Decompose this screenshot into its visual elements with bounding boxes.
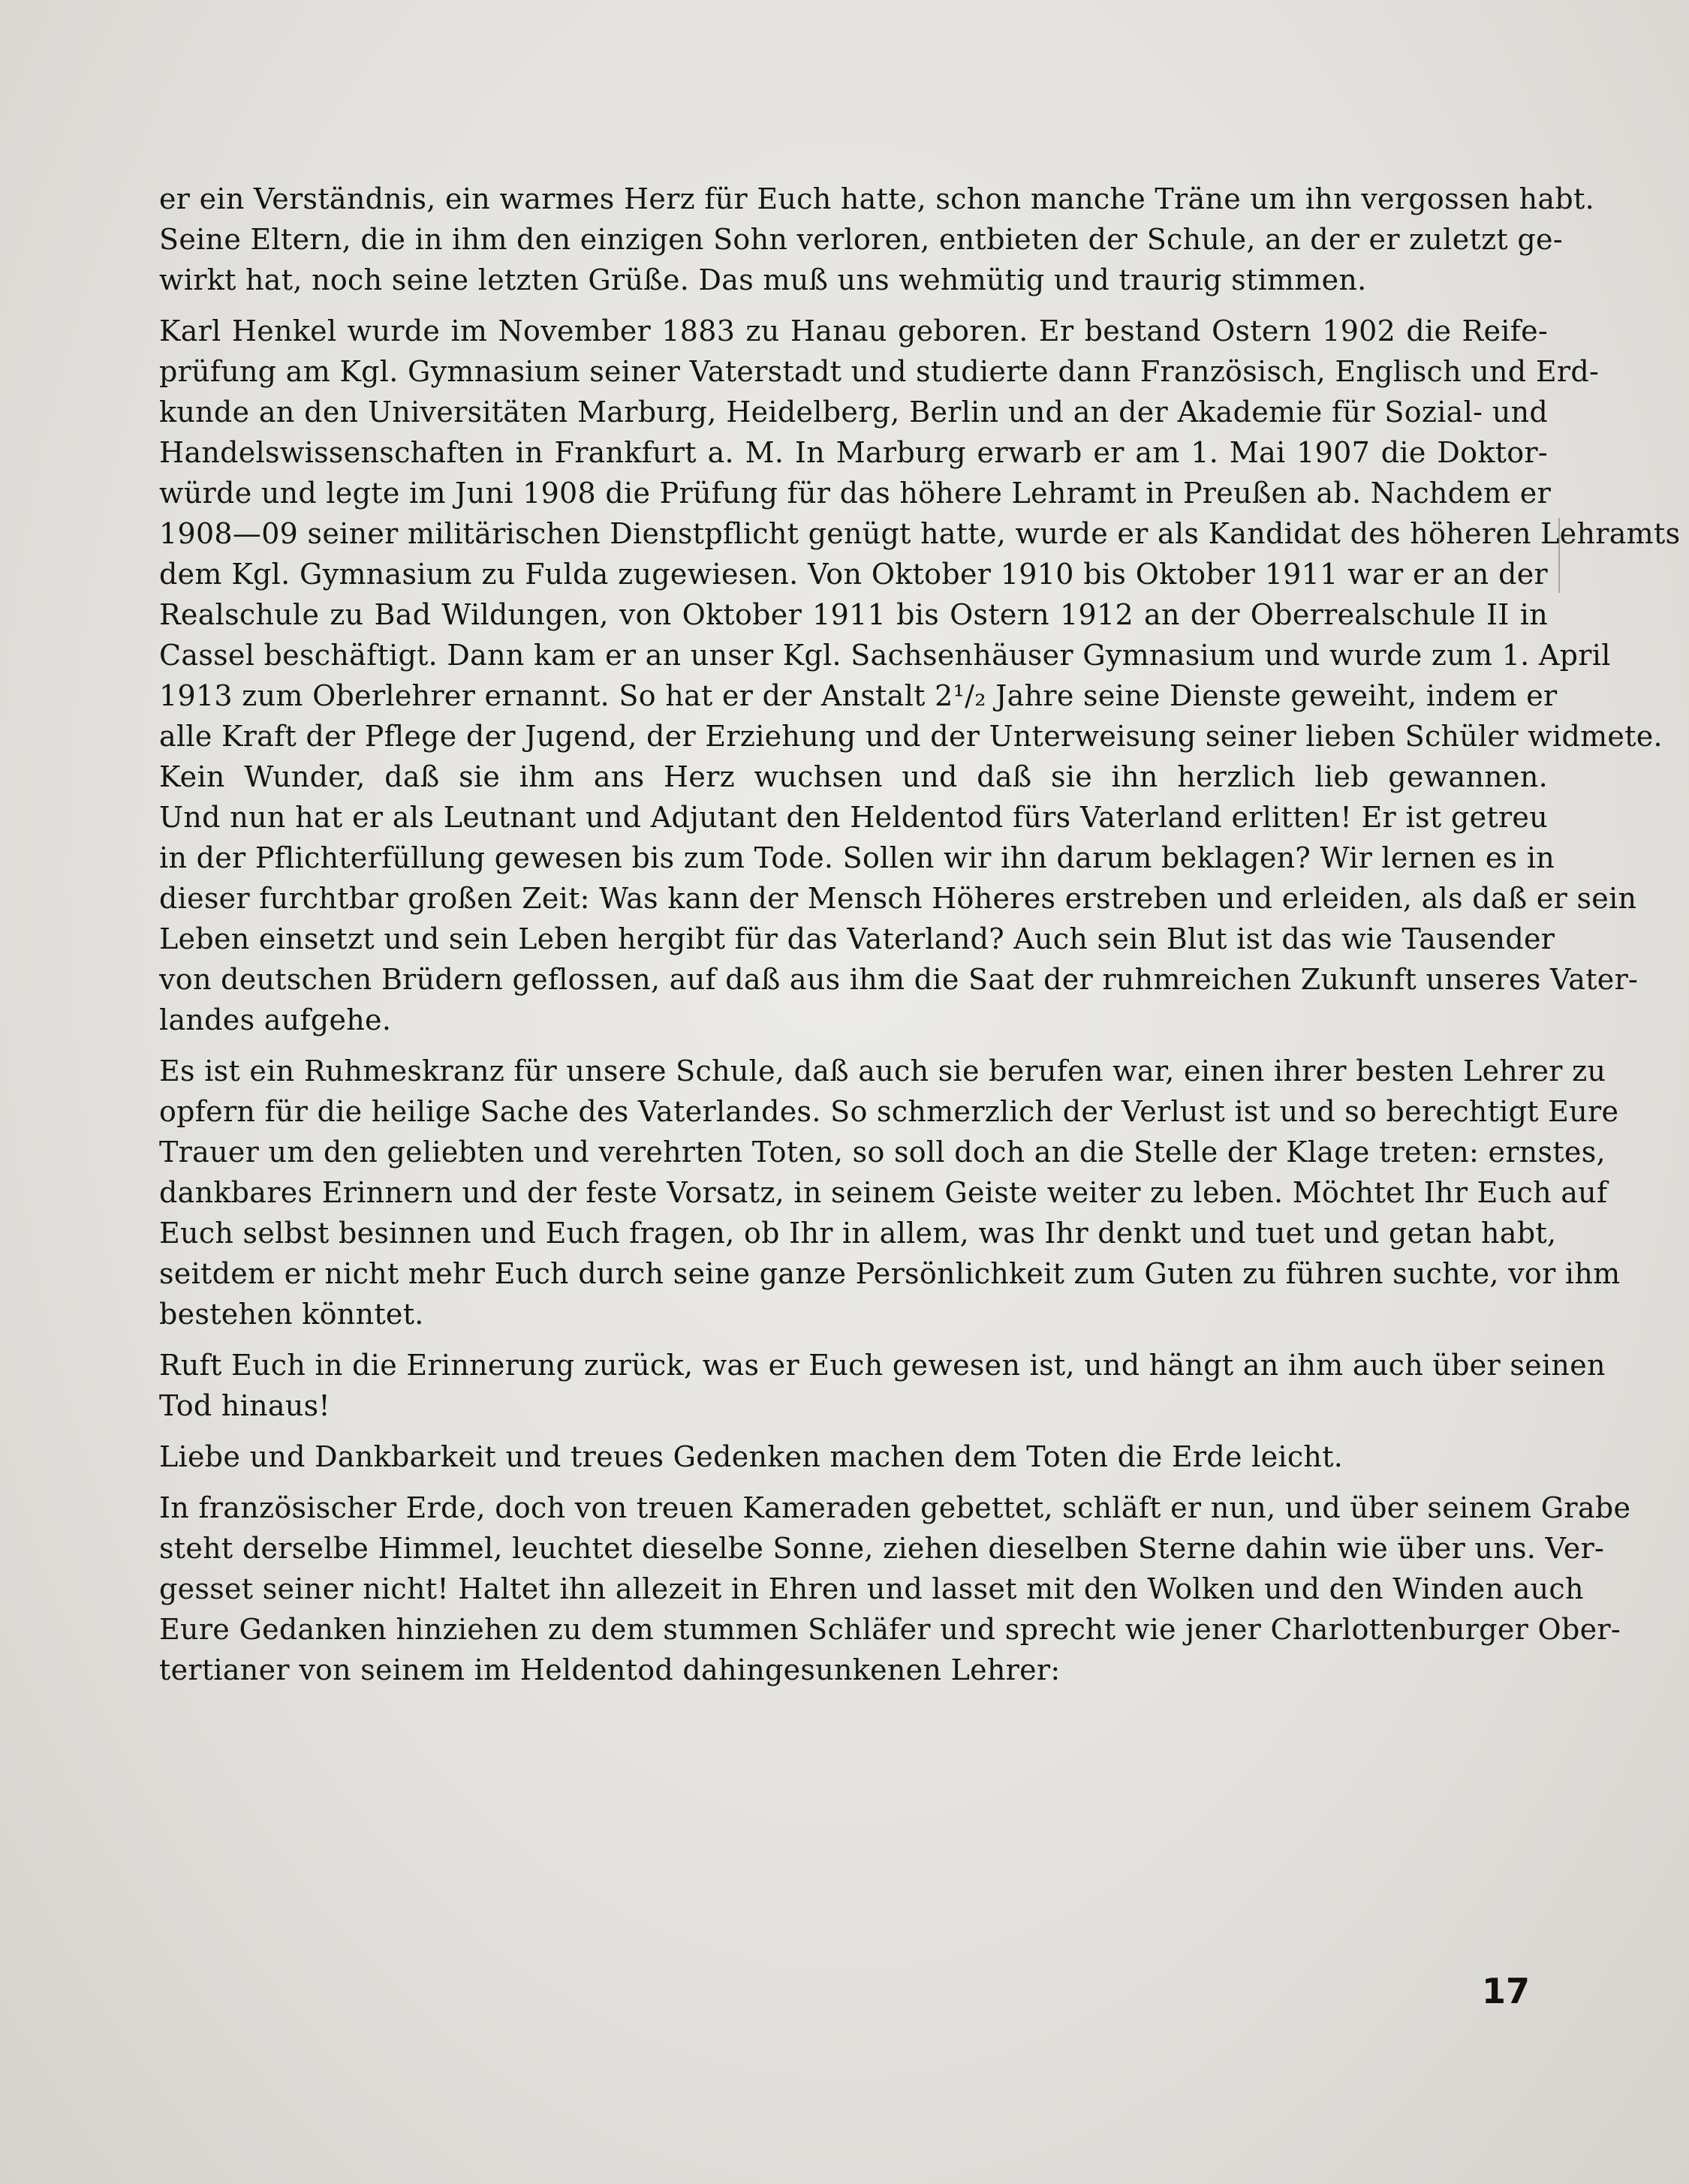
- text-line: landes aufgehe.: [159, 1003, 392, 1036]
- text-line: prüfung am Kgl. Gymnasium seiner Vaterstadt und studierte dann Französisch, Englisch und Erd-: [159, 355, 1600, 388]
- text-line: Handelswissenschaften in Frankfurt a. M. In Marburg erwarb er am 1. Mai 1907 die Doktor-: [159, 436, 1548, 469]
- text-line: steht derselbe Himmel, leuchtet dieselbe Sonne, ziehen dieselben Sterne dahin wie über uns. Ver-: [159, 1532, 1605, 1565]
- text-line: in der Pflichterfüllung gewesen bis zum Tode. Sollen wir ihn darum beklagen? Wir lernen es in: [159, 841, 1555, 874]
- text-line: gesset seiner nicht! Haltet ihn allezeit in Ehren und lasset mit den Wolken und den Winden auch: [159, 1572, 1584, 1605]
- text-line: dieser furchtbar großen Zeit: Was kann der Mensch Höheres erstreben und erleiden, als daß er sein: [159, 882, 1637, 915]
- paragraph: [159, 1051, 1621, 1334]
- text-line: Tod hinaus!: [159, 1389, 330, 1422]
- text-line: In französischer Erde, doch von treuen Kameraden gebettet, schläft er nun, und über seinem Grabe: [159, 1491, 1631, 1524]
- paragraph: [159, 1345, 1606, 1426]
- paragraph: [159, 1436, 1548, 1477]
- text-line: wirkt hat, noch seine letzten Grüße. Das muß uns wehmütig und traurig stimmen.: [159, 263, 1367, 296]
- text-line: alle Kraft der Pflege der Jugend, der Erziehung und der Unterweisung seiner lieben Schüler widmete.: [159, 720, 1663, 753]
- text-line: Leben einsetzt und sein Leben hergibt für das Vaterland? Auch sein Blut ist das wie Tausender: [159, 922, 1555, 955]
- paragraph: [159, 179, 1594, 300]
- text-line: Es ist ein Ruhmeskranz für unsere Schule, daß auch sie berufen war, einen ihrer besten Lehrer zu: [159, 1054, 1606, 1087]
- text-line: Ruft Euch in die Erinnerung zurück, was er Euch gewesen ist, und hängt an ihm auch über seinen: [159, 1349, 1606, 1382]
- text-line: opfern für die heilige Sache des Vaterlandes. So schmerzlich der Verlust ist und so berechtigt Eure: [159, 1095, 1619, 1128]
- text-line: Karl Henkel wurde im November 1883 zu Hanau geboren. Er bestand Ostern 1902 die Reife-: [159, 314, 1548, 347]
- text-line: würde und legte im Juni 1908 die Prüfung für das höhere Lehramt in Preußen ab. Nachdem er: [159, 477, 1552, 510]
- text-line: dem Kgl. Gymnasium zu Fulda zugewiesen. Von Oktober 1910 bis Oktober 1911 war er an der: [159, 558, 1548, 591]
- text-line: Kein Wunder, daß sie ihm ans Herz wuchsen und daß sie ihn herzlich lieb gewannen.: [159, 760, 1548, 793]
- text-line: 1913 zum Oberlehrer ernannt. So hat er der Anstalt 2¹/₂ Jahre seine Dienste geweiht, indem er: [159, 679, 1558, 712]
- text-line: von deutschen Brüdern geflossen, auf daß aus ihm die Saat der ruhmreichen Zukunft unseres Vater-: [159, 963, 1639, 996]
- body-text: [159, 179, 1681, 1695]
- text-line: Liebe und Dankbarkeit und treues Gedenken machen dem Toten die Erde leicht.: [159, 1440, 1344, 1473]
- text-line: bestehen könntet.: [159, 1298, 424, 1331]
- text-line: er ein Verständnis, ein warmes Herz für Euch hatte, schon manche Träne um ihn vergossen habt.: [159, 182, 1594, 215]
- text-line: kunde an den Universitäten Marburg, Heidelberg, Berlin und an der Akademie für Sozial- und: [159, 396, 1548, 429]
- paragraph: [159, 1488, 1631, 1690]
- text-line: Trauer um den geliebten und verehrten Toten, so soll doch an die Stelle der Klage treten: ernstes,: [159, 1136, 1606, 1169]
- text-line: Seine Eltern, die in ihm den einzigen Sohn verloren, entbieten der Schule, an der er zuletzt ge-: [159, 223, 1563, 256]
- text-line: Euch selbst besinnen und Euch fragen, ob Ihr in allem, was Ihr denkt und tuet und getan habt,: [159, 1217, 1557, 1250]
- text-line: Und nun hat er als Leutnant und Adjutant den Heldentod fürs Vaterland erlitten! Er ist getreu: [159, 801, 1548, 834]
- text-line: Realschule zu Bad Wildungen, von Oktober 1911 bis Ostern 1912 an der Oberrealschule II in: [159, 598, 1548, 631]
- page-number: 17: [1481, 1971, 1530, 2011]
- text-line: 1908—09 seiner militärischen Dienstpflicht genügt hatte, wurde er als Kandidat des höheren Lehramts: [159, 517, 1681, 550]
- text-line: Cassel beschäftigt. Dann kam er an unser Kgl. Sachsenhäuser Gymnasium und wurde zum 1. April: [159, 639, 1611, 672]
- text-line: dankbares Erinnern und der feste Vorsatz, in seinem Geiste weiter zu leben. Möchtet Ihr Euch auf: [159, 1176, 1608, 1209]
- text-line: Eure Gedanken hinziehen zu dem stummen Schläfer und sprecht wie jener Charlottenburger Ober-: [159, 1613, 1621, 1646]
- text-line: tertianer von seinem im Heldentod dahingesunkenen Lehrer:: [159, 1653, 1061, 1686]
- text-line: seitdem er nicht mehr Euch durch seine ganze Persönlichkeit zum Guten zu führen suchte, vor ihm: [159, 1257, 1621, 1290]
- paragraph: [159, 311, 1681, 1040]
